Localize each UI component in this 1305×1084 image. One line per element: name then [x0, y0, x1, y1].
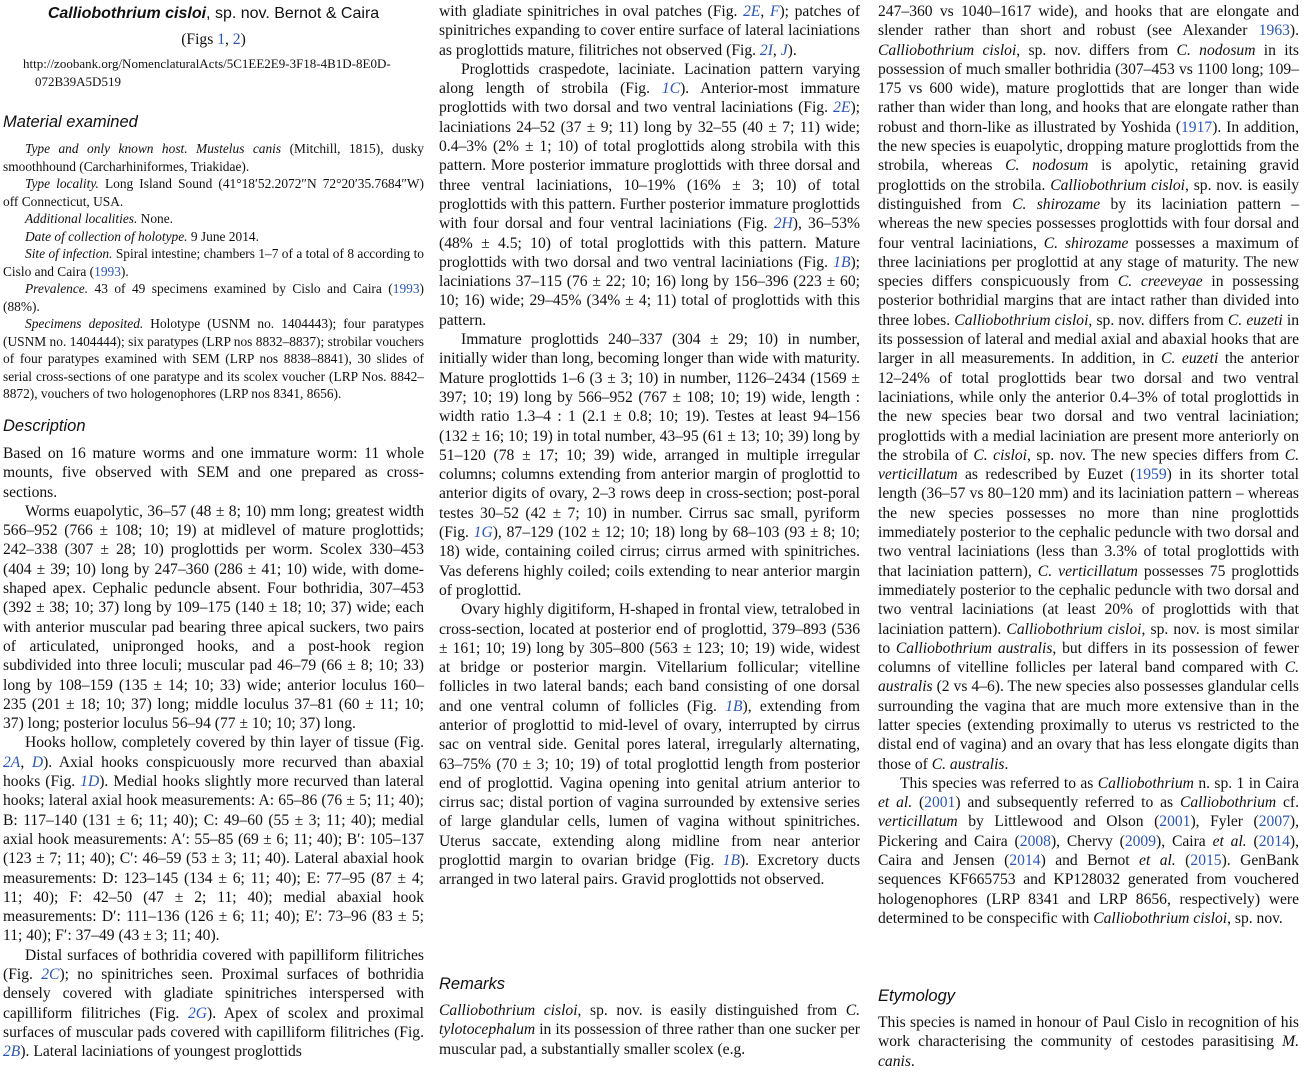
text-run: Proglottids craspedote, laciniate. Lacination pattern varying along length of strobila (Fig. — [439, 60, 860, 98]
text-run: (Mitchill, 1815), dusky smoothhound (Carcharhiniformes, Triakidae). — [3, 141, 425, 174]
italic-text: Date of collection of holotype. — [25, 228, 188, 244]
paragraph — [439, 600, 860, 889]
text-run: ( — [1246, 832, 1259, 850]
text-run: , — [224, 31, 233, 48]
paragraph — [3, 946, 424, 1062]
paragraph — [3, 502, 424, 734]
text-run: Long Island Sound (41°18′52.2072″N 72°20′35.7684″W) off Connecticut, USA. — [3, 176, 424, 209]
figure-link[interactable]: 1B — [722, 852, 740, 870]
text-run: Spiral intestine; chambers 1–7 of a total of 8 according to Cislo and Caira ( — [3, 246, 424, 279]
text-run: ). Lateral laciniations of youngest proglottids — [20, 1043, 302, 1061]
text-run: ). Excretory ducts arranged in two lateral pairs. Gravid proglottids not observed. — [439, 852, 861, 889]
text-run: ), Chervy ( — [1050, 832, 1125, 850]
paragraph — [878, 1013, 1299, 1071]
text-run: ). In addition, the new species is euapolytic, dropping mature proglottids from the strobila, whereas — [878, 118, 1299, 175]
reference-link[interactable]: 1917 — [1181, 118, 1213, 136]
text-run: 43 of 49 specimens examined by Cislo and Caira ( — [88, 281, 393, 296]
text-run: ) and Bernot — [1040, 852, 1140, 870]
text-run: ), extending from anterior of proglottid to mid-level of ovary, interrupted by cirrus sac on ventral side. Genital pores lateral, irregularly alternating, 63–75% (70 ± 3; 10; 19) of total proglottid length from posterior end of proglottid. Vagina opening into genital atrium anterior to cirrus sac; distal portion of vagina surrounded by extensive series of large glandular cells, lumen of vagina without spinitriches. Uterus saccate, extending along midline from near anterior proglottid margin to ovarian bridge (Fig. — [439, 697, 860, 870]
text-run: as redescribed by Euzet ( — [957, 466, 1136, 484]
material-examined-section — [3, 113, 424, 403]
reference-link[interactable]: 1 — [217, 31, 225, 48]
paragraph — [3, 140, 424, 175]
text-run: (2 vs 4–6). The new species also possesses glandular cells surrounding the vagina that are much more extensive than in the latter species (extending proximally to uterus vs restricted to the distal end of vagina) and an ovary that has less elongate digits than those of — [878, 678, 1299, 773]
text-run: Distal surfaces of bothridia covered with papilliform filitriches (Fig. — [3, 946, 424, 984]
text-run: the anterior 12–24% of total proglottids bear two dorsal and two ventral laciniations, while only the anterior 0.4–3% of total proglottids in the new species bear two dorsal and two ventral laciniation; proglottids with a medial laciniation are present more anteriorly on the strobila of — [878, 350, 1299, 464]
italic-text: C. creeveyae — [1117, 273, 1203, 291]
figure-link[interactable]: 1D — [80, 773, 100, 791]
text-run: Based on 16 mature worms and one immature worm: 11 whole mounts, five observed with SEM and one prepared as cross-sections. — [3, 445, 424, 501]
figure-link[interactable]: 1B — [725, 697, 743, 715]
italic-text: Type locality. — [25, 176, 99, 191]
figure-link[interactable]: 1C — [661, 80, 681, 98]
text-run: Immature proglottids 240–337 (304 ± 29; 10) in number, initially wider than long, becoming longer than wide with maturity. Mature proglottids 1–6 (3 ± 3; 10) in number, 1126–2434 (1569 ± 397; 10; 19) long by 566–952 (767 ± 108; 10; 19) wide, length : width ratio 1.3–4 : 1 (2.1 ± 0.8; 10; 19). Testes at least 94–156 (132 ± 16; 10; 19) in total number, 43–95 (61 ± 13; 10; 39) long by 51–120 (78 ± 17; 10; 39) wide, arranged in multiple irregular columns; columns extending from anterior margin of proglottid to anterior digits of ovary, 2–3 rows deep in cross-section; post-poral testes 30–52 (42 ± 7; 10) in number. Cirrus sac small, pyriform (Fig. — [439, 331, 860, 542]
text-run: ( — [1175, 852, 1191, 870]
italic-text: et al. — [1139, 852, 1176, 870]
reference-link[interactable]: 1993 — [94, 263, 121, 279]
text-run: Holotype (USNM no. 1404443); four paratypes (USNM no. 1404444); six paratypes (LRP nos 8832–8837); strobilar vouchers of four paratypes examined with SEM (LRP nos 8838–8841), 30 slides of serial cross-sections of one paratype and its scolex voucher (LRP Nos. 8842–8872), vouchers of two hologenophores (LRP nos 8341, 8656). — [3, 316, 424, 401]
figure-link[interactable]: F — [769, 3, 780, 20]
text-run: in its possession of three rather than one sucker per muscular pad, a substantially smaller scolex (e.g. — [439, 1021, 860, 1058]
text-run: ). Medial hooks slightly more recurved than lateral hooks; lateral axial hook measurements: A: 65–86 (76 ± 5; 11; 40); B: 117–140 (131 ± 6; 11; 40); C: 49–60 (55 ± 3; 11; 40); medial axial hook measurements: A′: 55–85 (69 ± 6; 11; 40); B′: 105–137 (123 ± 7; 11; 40); C′: 46–59 (53 ± 3; 11; 40). Lateral abaxial hook measurements: D: 123–145 (134 ± 6; 11; 40); E: 77–95 (87 ± 4; 11; 40); F: 42–50 (47 ± 2; 11; 40); medial abaxial hook measurements: D′: 111–136 (126 ± 6; 11; 40); E′: 73–96 (83 ± 5; 11; 40); F′: 37–49 (43 ± 3; 11; 40). — [3, 773, 424, 945]
paragraph — [439, 2, 860, 60]
figure-link[interactable]: 1G — [473, 524, 493, 542]
italic-text: Calliobothrium cisloi — [1006, 620, 1142, 638]
text-run: ) and subsequently referred to as — [955, 794, 1180, 812]
italic-text: C. euzeti — [1161, 350, 1219, 368]
text-run: cf. — [1276, 794, 1299, 812]
zoobank-url[interactable] — [3, 55, 424, 91]
text-run: ). Apex of scolex and proximal surfaces of muscular pads covered with capilliform filitriches (Fig. — [3, 1004, 424, 1041]
section-heading-remarks: Remarks — [439, 975, 506, 993]
italic-text: Calliobothrium cisloi — [439, 1002, 578, 1019]
text-run: ) in its shorter total length (36–57 vs 80–120 mm) and its laciniation pattern – whereas the new species possesses no more than nine proglottids immediately posterior to the cephalic peduncle with two dorsal and two ventral laciniations (less than 3.3% of total proglottids with that laciniation pattern), — [878, 466, 1299, 580]
italic-text: Calliobothrium australis — [895, 639, 1053, 657]
text-run: in its possession of much smaller bothridia (307–453 vs 1100 long; 109–175 vs 600 wide), mature proglottids that are longer than wide rather than wider than long, and hooks that are elongate rather than robust and thorn-like as illustrated by Yoshida ( — [878, 41, 1299, 136]
italic-text: C. shirozame — [1043, 234, 1129, 252]
italic-text: et al. — [878, 794, 913, 812]
text-run: ), Caira and Jensen ( — [878, 832, 1299, 870]
text-run: , sp. nov. differs from — [1016, 41, 1177, 59]
text-run: 247–360 vs 1040–1617 wide), and hooks that are elongate and slender rather than short and robust (see Alexander — [878, 3, 1299, 40]
italic-text: C. cisloi — [973, 446, 1027, 464]
italic-text: Type and only known host. Mustelus canis — [25, 141, 282, 156]
text-run: None. — [137, 211, 174, 226]
reference-link[interactable]: 2009 — [1124, 832, 1157, 850]
figure-link[interactable]: 2I — [759, 41, 773, 59]
text-run: Hooks hollow, completely covered by thin layer of tissue (Fig. — [25, 734, 424, 752]
paragraph — [3, 245, 424, 280]
reference-link[interactable]: 1993 — [392, 281, 420, 296]
species-name: Calliobothrium cisloi — [47, 5, 207, 22]
italic-text: C. nodosum — [1176, 41, 1256, 59]
section-heading-material: Material examined — [3, 113, 138, 131]
text-run: , — [772, 41, 781, 59]
reference-link[interactable]: 2015 — [1190, 852, 1222, 870]
figure-link[interactable]: 2H — [773, 215, 793, 233]
text-run: This species was referred to as — [900, 774, 1098, 792]
paragraph — [878, 774, 1299, 928]
text-run: with gladiate spinitriches in oval patches (Fig. — [439, 3, 744, 20]
italic-text: verticillatum — [878, 813, 958, 831]
italic-text: Calliobothrium cisloi — [1093, 909, 1228, 927]
paragraph — [3, 228, 424, 246]
italic-text: C. nodosum — [1005, 157, 1089, 175]
text-run: , sp. nov. is easily distinguished from — [878, 176, 1299, 213]
paragraph — [3, 315, 424, 403]
text-run: Ovary highly digitiform, H-shaped in frontal view, tetralobed in cross-section, located at posterior end of proglottid, 379–893 (536 ± 161; 10; 19) long by 305–800 (563 ± 123; 10; 19) wide, widest at bridge or posterior margin. Vitellarium follicular; vitelline follicles in two lateral bands; each band consisting of one dorsal and one ventral column of follicles (Fig. — [439, 601, 860, 715]
remarks-section — [439, 975, 860, 1059]
text-run: ). Anterior-most immature proglottids with two dorsal and two ventral laciniations (Fig. — [439, 80, 860, 117]
text-run: ). — [1289, 22, 1299, 40]
text-run: , sp. nov. differs from — [1088, 311, 1228, 329]
text-run: ); no spinitriches seen. Proximal surfaces of bothridia densely covered with gladiate spinitriches interspersed with capilliform filitriches (Fig. — [3, 966, 424, 1022]
text-run: possesses 75 proglottids immediately posterior to the cephalic peduncle with two dorsal and two ventral laciniations (at least 20% of proglottids with that laciniation pattern). — [878, 562, 1300, 638]
reference-link[interactable]: 2 — [232, 31, 241, 48]
reference-link[interactable]: 2007 — [1258, 813, 1290, 831]
etymology-section — [878, 987, 1299, 1071]
italic-text: M. canis — [878, 1033, 1299, 1070]
figure-link[interactable]: 2E — [833, 99, 851, 117]
reference-link[interactable]: 1959 — [1135, 466, 1167, 484]
text-run: ). GenBank sequences KF665753 and KP128032 generated from vouchered hologenophores (LRP 8341 and LRP 8656, respectively) were determined to be conspecific with — [878, 852, 1300, 927]
reference-link[interactable]: 2001 — [924, 794, 956, 812]
figure-link[interactable]: J — [780, 41, 788, 59]
italic-text: C. verticillatum — [878, 446, 1300, 484]
text-run: , sp. nov. Bernot & Caira — [206, 5, 380, 22]
text-run: in possessing posterior bothridial margins that are intact rather than divided into three lobes. — [878, 273, 1299, 329]
text-run: possesses a maximum of three laciniations per proglottid at any stage of maturity. The new species differs conspicuously from — [878, 234, 1299, 291]
paragraph — [3, 733, 424, 945]
species-title — [3, 5, 424, 23]
text-run: is apolytic, retaining gravid proglottids on the strobila. — [878, 157, 1299, 194]
text-run: ), Pickering and Caira ( — [878, 813, 1299, 850]
text-run: , sp. nov. is easily distinguished from — [577, 1002, 846, 1019]
reference-link[interactable]: 2008 — [1019, 832, 1051, 850]
text-run: ), 36–53% (48% ± 4.5; 10) of total proglottids with this pattern. Mature proglottids with two dorsal and two ventral laciniations (Fig. — [439, 215, 860, 271]
figure-link[interactable]: 2C — [41, 966, 60, 984]
column-1 — [3, 0, 424, 91]
text-run: ), Fyler ( — [1190, 813, 1259, 831]
italic-text: Calliobothrium cisloi — [1050, 176, 1185, 194]
figure-link[interactable]: 2B — [3, 1043, 21, 1061]
text-run: Worms euapolytic, 36–57 (48 ± 8; 10) mm long; greatest width 566–952 (766 ± 108; 10; 19) at midlevel of mature proglottids; 242–338 (307 ± 28; 10) proglottids per worm. Scolex 330–453 (404 ± 39; 10) long by 247–360 (286 ± 41; 10) wide, with dome-shaped apex. Cephalic peduncle absent. Four bothridia, 307–453 (392 ± 38; 10; 37) long by 109–175 (140 ± 18; 10; 37) wide; each with anterior muscular pad bearing three apical suckers, two pairs of articulated, unipronged hooks, and a post-hook region subdivided into three loculi; muscular pad 46–79 (66 ± 8; 10; 33) long by 108–159 (135 ± 14; 10; 33) wide; anterior loculus 160–235 (201 ± 18; 10; 37) long; middle loculus 37–81 (60 ± 11; 10; 37) long; posterior loculus 56–94 (77 ± 10; 10; 37) long. — [3, 502, 424, 733]
description-section — [3, 417, 424, 1062]
reference-link[interactable]: 1963 — [1258, 22, 1290, 40]
text-run: in its possession of lateral and medial axial and abaxial hooks that are larger in all measurements. In addition, in — [878, 311, 1300, 368]
paragraph — [878, 2, 1299, 774]
italic-text: Additional localities. — [25, 211, 138, 226]
figure-link[interactable]: D — [31, 753, 44, 771]
italic-text: C. verticillatum — [1037, 562, 1138, 580]
paragraph — [439, 60, 860, 330]
text-run: , sp. nov. The new species differs from — [1026, 446, 1285, 464]
text-run: . — [910, 1052, 915, 1070]
figure-link[interactable]: 1B — [833, 253, 851, 271]
text-run: ), Caira — [1156, 832, 1213, 850]
text-run: ) (88%). — [3, 281, 424, 314]
italic-text: Calliobothrium — [1179, 794, 1277, 812]
italic-text: C. australis — [931, 755, 1005, 773]
column-3 — [878, 2, 1299, 928]
section-heading-description: Description — [3, 417, 86, 435]
url-line: 072B39A5D519 — [35, 74, 121, 89]
italic-text: C. australis — [878, 659, 1299, 696]
italic-text: Specimens deposited. — [25, 316, 144, 331]
text-run: , — [20, 753, 32, 771]
paragraph — [439, 330, 860, 600]
text-run: ); patches of spinitriches expanding to cover entire surface of lateral laciniations as proglottids mature, filitriches not observed (Fig. — [439, 3, 861, 59]
text-run: , sp. nov. is most similar to — [878, 620, 1300, 657]
italic-text: Calliobothrium cisloi — [954, 311, 1089, 329]
figure-link[interactable]: 2G — [187, 1004, 207, 1022]
section-heading-etymology: Etymology — [878, 987, 956, 1005]
text-run: by its laciniation pattern – whereas the new species possesses proglottids with four dorsal and four ventral laciniations, — [878, 195, 1299, 252]
italic-text: Site of infection. — [25, 246, 113, 261]
text-run: This species is named in honour of Paul Cislo in recognition of his work characterising the community of cestodes parasitising — [878, 1014, 1299, 1051]
italic-text: C. tylotocephalum — [439, 1002, 861, 1039]
text-run: 9 June 2014. — [187, 228, 259, 244]
text-run: , — [760, 3, 770, 20]
text-run: ( — [912, 794, 925, 812]
text-run: n. sp. 1 in Caira — [1193, 774, 1299, 792]
figure-reference — [3, 31, 424, 49]
text-run: ) — [240, 31, 246, 48]
text-run: ). Axial hooks conspicuously more recurved than abaxial hooks (Fig. — [3, 753, 425, 791]
column-2 — [439, 2, 860, 890]
italic-text: Prevalence. — [25, 281, 89, 296]
paragraph — [3, 175, 424, 210]
reference-link[interactable]: 2001 — [1159, 813, 1191, 831]
italic-text: C. euzeti — [1227, 311, 1283, 329]
italic-text: Calliobothrium cisloi — [878, 41, 1017, 59]
url-line: http://zoobank.org/NomenclaturalActs/5C1EE2E9-3F18-4B1D-8E0D- — [23, 56, 391, 71]
paragraph — [3, 444, 424, 502]
paragraph — [3, 210, 424, 228]
figure-link[interactable]: 2A — [3, 753, 21, 771]
text-run: ). — [120, 263, 129, 279]
figure-link[interactable]: 2E — [743, 3, 761, 20]
text-run: . — [1004, 755, 1009, 773]
text-run: ); laciniations 37–115 (76 ± 22; 10; 16) long by 156–396 (223 ± 60; 10; 16) wide; 29–45% (34% ± 4; 11) total of proglottids with this pattern. — [439, 253, 860, 329]
text-run: ); laciniations 24–52 (37 ± 9; 11) long by 32–55 (40 ± 7; 11) wide; 0.4–3% (2% ± 1; 10) of total proglottids along strobila with this pattern. More posterior immature proglottids with three dorsal and three ventral laciniations, 10–19% (16% ± 3; 10) of total proglottids with this pattern. Further posterior immature proglottids with four dorsal and four ventral laciniations (Fig. — [439, 99, 860, 233]
text-run: ). — [787, 41, 797, 59]
reference-link[interactable]: 2014 — [1009, 852, 1041, 870]
text-run: ), 87–129 (102 ± 12; 10; 18) long by 68–103 (93 ± 8; 10; 18) wide, containing coiled cirrus; cirrus armed with spinitriches. Vas deferens highly coiled; coils extending to near anterior margin of proglottid. — [439, 524, 860, 599]
text-run: , but differs in its possession of fewer columns of vitelline follicles per lateral band compared with — [878, 639, 1299, 677]
paragraph — [439, 1001, 860, 1059]
italic-text: et al. — [1212, 832, 1247, 850]
italic-text: C. shirozame — [1012, 195, 1101, 213]
paragraph — [3, 280, 424, 315]
text-run: by Littlewood and Olson ( — [957, 813, 1160, 831]
italic-text: Calliobothrium — [1097, 774, 1194, 792]
text-run: , sp. nov. — [1227, 909, 1283, 927]
reference-link[interactable]: 2014 — [1258, 832, 1290, 850]
text-run: (Figs — [181, 31, 218, 48]
